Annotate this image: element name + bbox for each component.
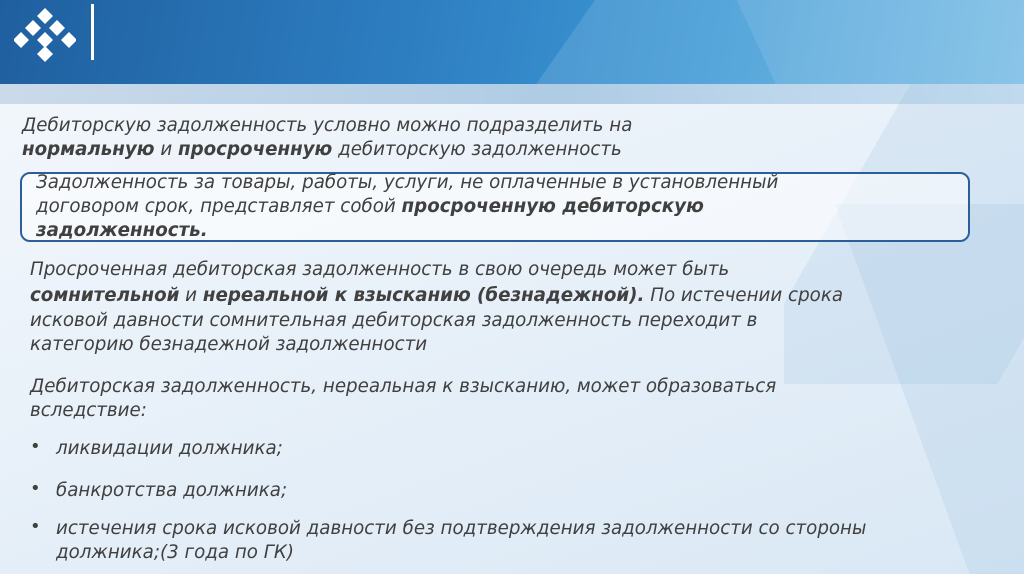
paragraph-3-line-2: вследствие:: [30, 399, 147, 421]
paragraph-1-line-1: Дебиторскую задолженность условно можно подразделить на: [22, 114, 633, 136]
term-normal: нормальную: [22, 138, 155, 160]
paragraph-1-line-2: нормальную и просроченную дебиторскую задолженность: [22, 138, 622, 160]
term-overdue: просроченную: [177, 138, 333, 160]
bullet-icon: •: [30, 478, 41, 499]
list-item: истечения срока исковой давности без подтверждения задолженности со стороны: [56, 517, 867, 539]
paragraph-2-line-2: сомнительной и нереальной к взысканию (безнадежной). По истечении срока: [30, 284, 844, 306]
paragraph-2-line-3: исковой давности сомнительная дебиторская задолженность переходит в: [30, 309, 758, 331]
definition-line-3: задолженность.: [36, 219, 208, 241]
list-item-continuation: должника;(3 года по ГК): [56, 541, 294, 563]
definition-line-1: Задолженность за товары, работы, услуги, не оплаченные в установленный: [36, 171, 779, 193]
paragraph-2-line-4: категорию безнадежной задолженности: [30, 333, 428, 355]
definition-line-2: договором срок, представляет собой просроченную дебиторскую: [36, 195, 704, 217]
paragraph-3-line-1: Дебиторская задолженность, нереальная к взысканию, может образоваться: [30, 375, 777, 397]
list-item: банкротства должника;: [56, 479, 288, 501]
paragraph-2-line-1: Просроченная дебиторская задолженность в свою очередь может быть: [30, 258, 730, 280]
list-item: ликвидации должника;: [56, 437, 283, 459]
bullet-icon: •: [30, 436, 41, 457]
bullet-icon: •: [30, 516, 41, 537]
